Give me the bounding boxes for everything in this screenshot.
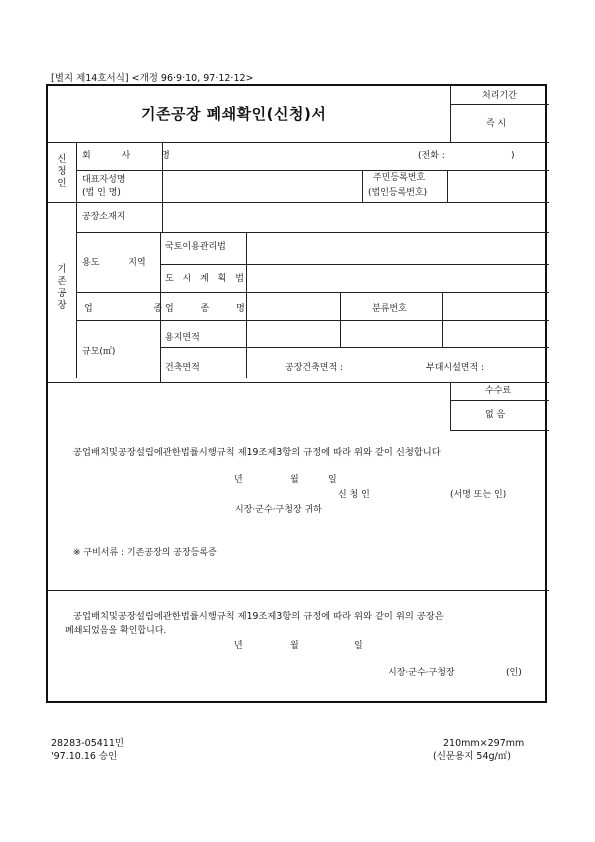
application-month: 월 bbox=[290, 475, 299, 485]
phone-close-paren: ) bbox=[511, 151, 515, 161]
applicant-signer-label: 신 청 인 bbox=[338, 490, 370, 500]
phone-field[interactable] bbox=[462, 150, 506, 164]
industry-label: 업 종 bbox=[84, 304, 163, 314]
company-name-field[interactable] bbox=[168, 150, 348, 164]
processing-period-label: 처리기간 bbox=[482, 91, 517, 101]
paper-type: (신문용지 54g/㎡) bbox=[433, 751, 511, 762]
representative-field[interactable] bbox=[168, 178, 356, 196]
confirmation-day: 일 bbox=[354, 641, 363, 651]
auxiliary-facility-area-label: 부대시설면적 : bbox=[426, 363, 485, 373]
corporation-number-label: (법인등록번호) bbox=[368, 188, 428, 198]
confirmation-month: 월 bbox=[290, 641, 299, 651]
official-seal: (인) bbox=[506, 668, 522, 678]
industry-name-label: 업 종 명 bbox=[165, 304, 245, 314]
registration-number-field[interactable] bbox=[451, 178, 543, 196]
application-day: 일 bbox=[328, 475, 337, 485]
approval-date: '97.10.16 승인 bbox=[51, 751, 118, 762]
signature-or-seal[interactable]: (서명 또는 인) bbox=[450, 490, 507, 500]
factory-building-area-label: 공장건축면적 : bbox=[285, 363, 344, 373]
required-documents: ※ 구비서류 : 기존공장의 공장등록증 bbox=[73, 548, 217, 558]
site-area-field-2[interactable] bbox=[346, 327, 436, 343]
processing-period-value: 즉 시 bbox=[486, 119, 507, 129]
building-area-label: 건축면적 bbox=[165, 363, 200, 373]
confirmation-year: 년 bbox=[234, 641, 243, 651]
city-planning-zone-field[interactable] bbox=[252, 268, 542, 286]
land-use-law-label: 국토이용관리법 bbox=[165, 242, 226, 252]
classification-number-field[interactable] bbox=[448, 298, 542, 314]
phone-label: (전화 : bbox=[418, 151, 445, 161]
factory-location-label: 공장소재지 bbox=[82, 212, 126, 222]
resident-number-label: 주민등록번호 bbox=[373, 173, 426, 183]
site-area-label: 용지면적 bbox=[165, 333, 200, 343]
industry-name-field[interactable] bbox=[252, 298, 336, 314]
classification-number-label: 분류번호 bbox=[372, 304, 407, 314]
factory-section-label: 기존공장 bbox=[57, 264, 67, 311]
applicant-section-label: 신청인 bbox=[57, 154, 67, 189]
factory-location-field[interactable] bbox=[168, 210, 538, 226]
site-area-field[interactable] bbox=[252, 327, 336, 343]
application-form bbox=[46, 84, 547, 703]
fee-value: 없 음 bbox=[485, 410, 506, 420]
zoning-label: 용도 지역 bbox=[82, 258, 146, 268]
form-title: 기존공장 폐쇄확인(신청)서 bbox=[141, 105, 327, 123]
form-number-note: [별지 제14호서식] <개정 96·9·10, 97·12·12> bbox=[51, 73, 254, 84]
application-year: 년 bbox=[234, 475, 243, 485]
form-code: 28283-05411민 bbox=[51, 738, 125, 749]
land-use-zone-field[interactable] bbox=[252, 238, 542, 256]
application-statement: 공업배치및공장설립에관한법률시행규칙 제19조제3항의 규정에 따라 위와 같이 신청합니다 bbox=[73, 447, 441, 458]
addressee: 시장·군수·구청장 귀하 bbox=[235, 505, 322, 515]
issuing-official: 시장·군수·구청장 bbox=[388, 668, 455, 678]
confirmation-statement-2: 폐쇄되었음을 확인합니다. bbox=[65, 626, 167, 636]
confirmation-statement: 공업배치및공장설립에관한법률시행규칙 제19조제3항의 규정에 따라 위와 같이 위의 공장은 bbox=[73, 611, 444, 622]
representative-label: 대표자성명 bbox=[82, 175, 126, 185]
fee-label: 수수료 bbox=[485, 386, 512, 396]
site-area-field-3[interactable] bbox=[448, 327, 542, 343]
city-planning-law-label: 도 시 계 획 법 bbox=[165, 274, 247, 284]
scale-label: 규모(㎡) bbox=[82, 347, 116, 357]
paper-size: 210mm×297mm bbox=[443, 738, 525, 749]
company-name-label: 회 사 명 bbox=[82, 151, 184, 161]
corporation-name-label: (법 인 명) bbox=[82, 188, 121, 198]
